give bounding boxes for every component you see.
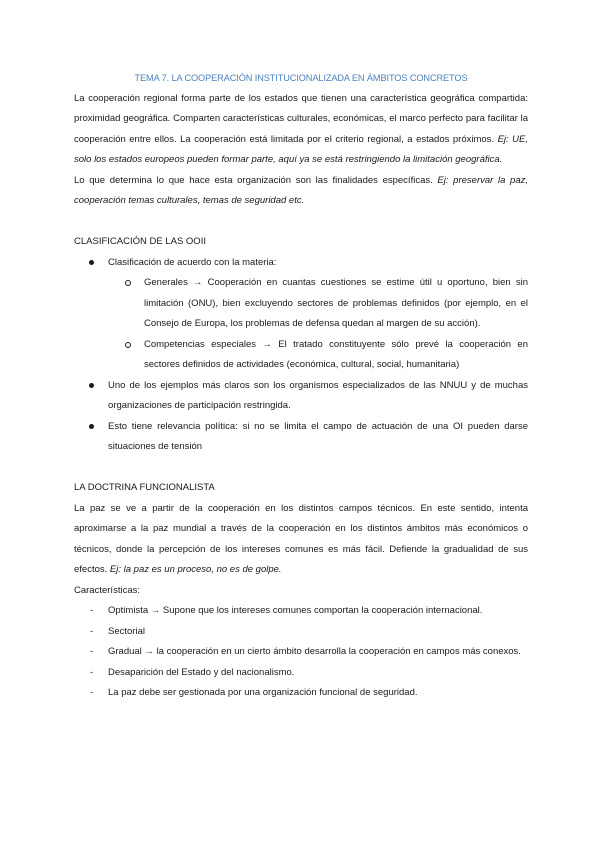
list-item: Uno de los ejemplos más claros son los organismos especializados de las NNUU y de muchas organizaciones de participación restringida. [74, 376, 528, 417]
intro-paragraph-1-example: Ej: UE, solo los estados europeos pueden formar parte, aquí ya se está restringiendo la limitación geográfica. [74, 133, 528, 165]
list-item: - Sectorial [74, 622, 528, 643]
doctrina-paragraph-example: Ej: la paz es un proceso, no es de golpe. [109, 564, 282, 575]
sub-list-item-generales: Generales → Cooperación en cuantas cuestiones se estime útil u oportuno, bien sin limitación (ONU), bien excluyendo sectores de problemas definidos (por ejemplo, en el Consejo de Europa, los problemas de defensa quedan al margen de su acción). [74, 273, 528, 335]
clasificacion-list [74, 253, 528, 458]
intro-paragraph-2-example: Ej: preservar la paz, cooperación temas culturales, temas de seguridad etc. [74, 174, 528, 206]
list-item: - La paz debe ser gestionada por una organización funcional de seguridad. [74, 683, 528, 704]
list-item: Clasificación de acuerdo con la materia: [74, 253, 528, 274]
section-heading-doctrina: LA DOCTRINA FUNCIONALISTA [74, 482, 215, 493]
intro-paragraph-1 [74, 89, 528, 171]
caracteristicas-list [74, 601, 528, 704]
page-title: TEMA 7. LA COOPERACIÓN INSTITUCIONALIZADA EN ÁMBITOS CONCRETOS [134, 73, 468, 83]
sub-list-item-competencias: Competencias especiales → El tratado constituyente sólo prevé la cooperación en sectores definidos de actividades (económica, cultural, social, humanitaria) [74, 335, 528, 376]
list-item: - Desaparición del Estado y del nacionalismo. [74, 663, 528, 684]
list-item: - Gradual → la cooperación en un cierto ámbito desarrolla la cooperación en campos más conexos. [74, 642, 528, 663]
intro-paragraph-2 [74, 171, 528, 212]
intro-paragraph-1-text: La cooperación regional forma parte de los estados que tienen una característica geográfica compartida: proximidad geográfica. Comparten características culturales, económicas, el marco perfecto para facilitar la cooperación entre ellos. La cooperación está limitada por el criterio regional, a estados próximos. [74, 92, 528, 145]
caracteristicas-label: Características: [74, 584, 140, 596]
document-content [74, 68, 528, 704]
intro-paragraph-2-text: Lo que determina lo que hace esta organización son las finalidades específicas. [74, 174, 438, 186]
list-item: Esto tiene relevancia política: si no se limita el campo de actuación de una OI pueden darse situaciones de tensión [74, 417, 528, 458]
section-heading-clasificacion: CLASIFICACIÓN DE LAS OOII [74, 236, 206, 247]
doctrina-paragraph [74, 499, 528, 581]
doctrina-paragraph-text: La paz se ve a partir de la cooperación en los distintos campos técnicos. En este sentido, intenta aproximarse a la paz mundial a través de la cooperación en los distintos ámbitos más económicos o técnicos, donde la percepción de los intereses comunes es más fácil. Defiende la gradualidad de sus efectos. [74, 502, 528, 575]
list-item: - Optimista → Supone que los intereses comunes comportan la cooperación internacional. [74, 601, 528, 622]
